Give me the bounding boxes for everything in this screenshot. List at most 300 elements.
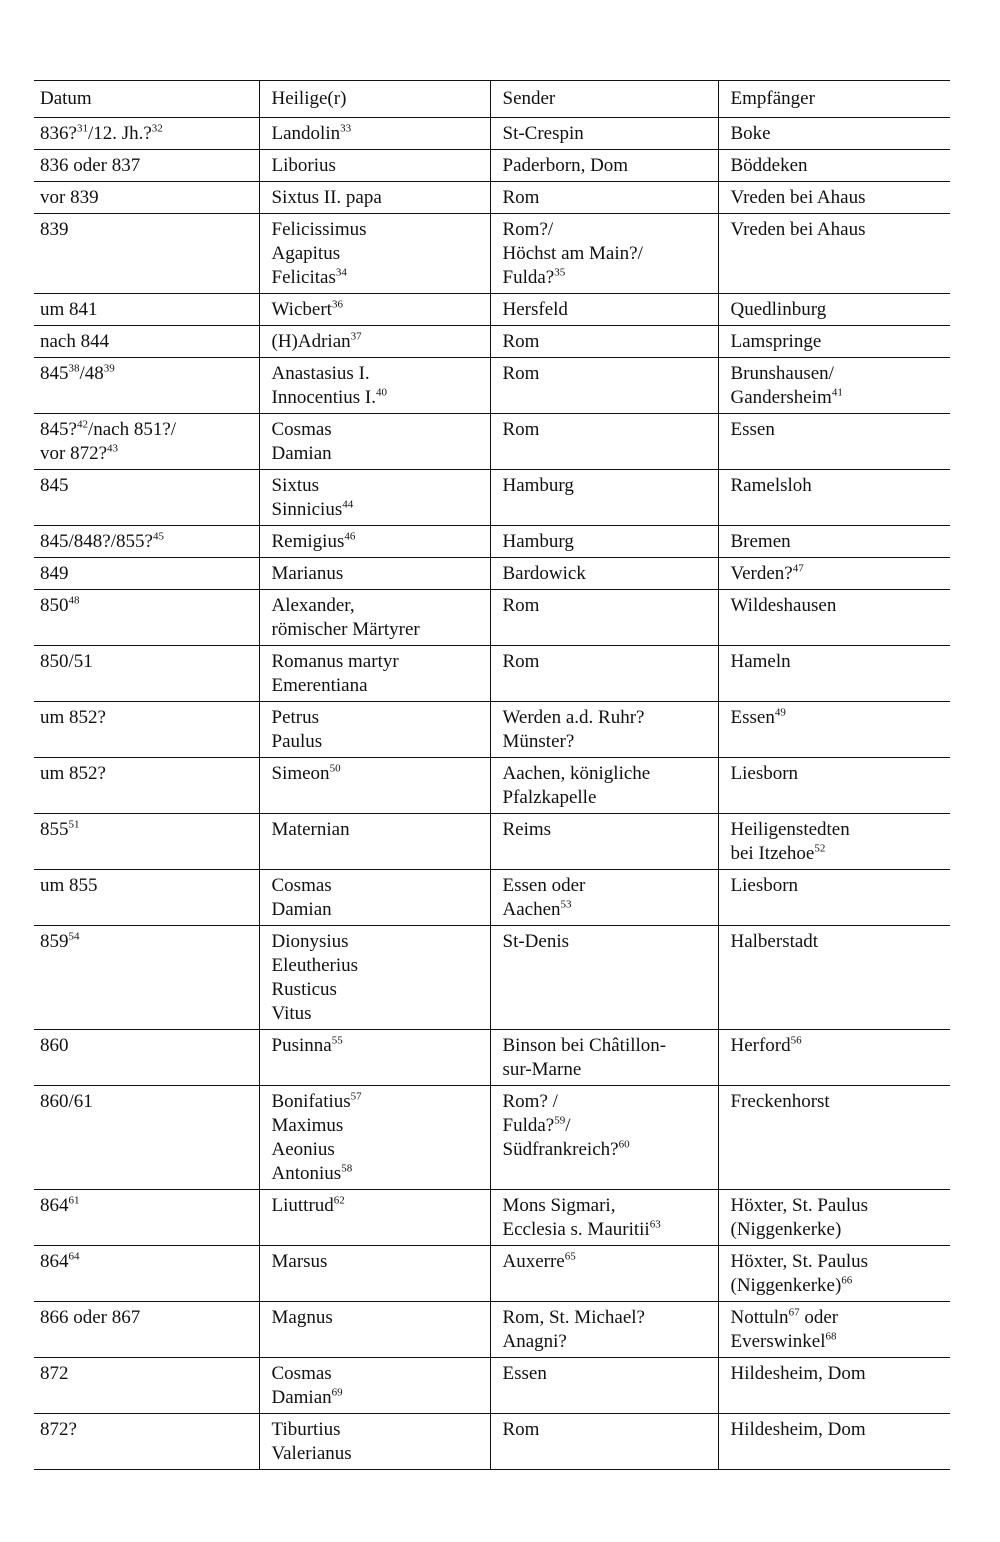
cell-datum bbox=[34, 1030, 259, 1086]
cell-line: Aachen, königliche bbox=[502, 763, 651, 784]
cell-line: Wildeshausen bbox=[730, 595, 837, 616]
cell-empfaenger bbox=[718, 702, 950, 758]
cell-heilige bbox=[259, 1414, 490, 1470]
cell-sender bbox=[490, 590, 718, 646]
cell-empfaenger bbox=[718, 1190, 950, 1246]
cell-heilige bbox=[259, 470, 490, 526]
cell-sender bbox=[490, 526, 718, 558]
table-row bbox=[34, 758, 950, 814]
header-heilige: Heilige(r) bbox=[259, 81, 490, 118]
cell-line: Vreden bei Ahaus bbox=[730, 219, 866, 240]
cell-line: Dionysius bbox=[271, 931, 349, 952]
cell-line: Remigius$^{46}$ bbox=[271, 530, 356, 552]
cell-line: Binson bei Châtillon- bbox=[502, 1035, 667, 1056]
cell-line: Rom bbox=[502, 1419, 540, 1440]
table-row bbox=[34, 646, 950, 702]
cell-heilige bbox=[259, 558, 490, 590]
cell-sender bbox=[490, 358, 718, 414]
cell-line: Gandersheim$^{41}$ bbox=[730, 386, 843, 408]
cell-line: Bremen bbox=[730, 531, 791, 552]
cell-line: um 852? bbox=[40, 763, 106, 784]
cell-line: Südfrankreich?$^{60}$ bbox=[502, 1138, 630, 1160]
cell-line: (H)Adrian$^{37}$ bbox=[271, 330, 362, 352]
cell-line: Bardowick bbox=[502, 563, 586, 584]
cell-line: Nottuln$^{67}$ oder bbox=[730, 1306, 839, 1328]
footnote-ref: 65 bbox=[564, 1250, 576, 1263]
cell-sender bbox=[490, 414, 718, 470]
cell-sender bbox=[490, 118, 718, 150]
cell-line: Essen oder bbox=[502, 875, 586, 896]
footnote-ref: 63 bbox=[649, 1218, 661, 1231]
cell-line: Rusticus bbox=[271, 979, 337, 1000]
cell-datum bbox=[34, 1086, 259, 1190]
cell-datum bbox=[34, 646, 259, 702]
cell-line: 866 oder 867 bbox=[40, 1307, 141, 1328]
cell-line: Pfalzkapelle bbox=[502, 787, 597, 808]
cell-line: Cosmas bbox=[271, 419, 332, 440]
table-row bbox=[34, 1358, 950, 1414]
footnote-ref: 38 bbox=[68, 362, 80, 375]
cell-line: Liesborn bbox=[730, 763, 799, 784]
cell-empfaenger bbox=[718, 358, 950, 414]
table-row bbox=[34, 294, 950, 326]
cell-line: $845^{38}/48^{39}$ bbox=[40, 362, 115, 384]
footnote-ref: 45 bbox=[152, 530, 164, 543]
cell-line: Heiligenstedten bbox=[730, 819, 850, 840]
cell-heilige bbox=[259, 358, 490, 414]
cell-datum bbox=[34, 758, 259, 814]
cell-line: Rom?/ bbox=[502, 219, 554, 240]
cell-empfaenger bbox=[718, 414, 950, 470]
cell-sender bbox=[490, 150, 718, 182]
cell-line: Petrus bbox=[271, 707, 319, 728]
cell-line: Tiburtius bbox=[271, 1419, 341, 1440]
table-row bbox=[34, 1302, 950, 1358]
footnote-ref: 53 bbox=[560, 898, 572, 911]
cell-empfaenger bbox=[718, 1414, 950, 1470]
cell-line: $864^{64}$ bbox=[40, 1250, 80, 1272]
cell-line: Liuttrud$^{62}$ bbox=[271, 1194, 345, 1216]
cell-line: Sinnicius$^{44}$ bbox=[271, 498, 354, 520]
cell-heilige bbox=[259, 870, 490, 926]
cell-line: um 855 bbox=[40, 875, 98, 896]
footnote-ref: 43 bbox=[107, 442, 119, 455]
cell-line: nach 844 bbox=[40, 331, 110, 352]
cell-empfaenger bbox=[718, 1246, 950, 1302]
header-empfaenger: Empfänger bbox=[718, 81, 950, 118]
cell-empfaenger bbox=[718, 526, 950, 558]
cell-line: Rom bbox=[502, 187, 540, 208]
table-row bbox=[34, 926, 950, 1030]
cell-line: Wicbert$^{36}$ bbox=[271, 298, 343, 320]
cell-empfaenger bbox=[718, 558, 950, 590]
cell-heilige bbox=[259, 926, 490, 1030]
cell-datum bbox=[34, 814, 259, 870]
cell-line: Hildesheim, Dom bbox=[730, 1363, 866, 1384]
cell-datum bbox=[34, 702, 259, 758]
cell-heilige bbox=[259, 758, 490, 814]
table-row bbox=[34, 150, 950, 182]
table-row bbox=[34, 470, 950, 526]
footnote-ref: 58 bbox=[341, 1162, 353, 1175]
cell-line: Fulda?$^{35}$ bbox=[502, 266, 566, 288]
cell-datum bbox=[34, 470, 259, 526]
table-row bbox=[34, 182, 950, 214]
cell-empfaenger bbox=[718, 1086, 950, 1190]
cell-sender bbox=[490, 1190, 718, 1246]
cell-datum bbox=[34, 558, 259, 590]
cell-sender bbox=[490, 870, 718, 926]
header-datum: Datum bbox=[34, 81, 259, 118]
cell-line: Innocentius I.$^{40}$ bbox=[271, 386, 387, 408]
cell-line: Maternian bbox=[271, 819, 350, 840]
cell-heilige bbox=[259, 702, 490, 758]
cell-line: Felicitas$^{34}$ bbox=[271, 266, 347, 288]
cell-sender bbox=[490, 1246, 718, 1302]
footnote-ref: 42 bbox=[76, 418, 88, 431]
cell-line: $859^{54}$ bbox=[40, 930, 80, 952]
cell-datum bbox=[34, 870, 259, 926]
cell-line: Marianus bbox=[271, 563, 344, 584]
cell-line: Verden?$^{47}$ bbox=[730, 562, 804, 584]
footnote-ref: 40 bbox=[375, 386, 387, 399]
cell-line: $855^{51}$ bbox=[40, 818, 80, 840]
footnote-ref: 60 bbox=[618, 1138, 630, 1151]
cell-sender bbox=[490, 470, 718, 526]
footnote-ref: 49 bbox=[774, 706, 786, 719]
cell-line: 836 oder 837 bbox=[40, 155, 141, 176]
cell-line: 872 bbox=[40, 1363, 69, 1384]
table-row bbox=[34, 590, 950, 646]
cell-line: Cosmas bbox=[271, 1363, 332, 1384]
relic-translation-table bbox=[34, 80, 950, 1470]
cell-empfaenger bbox=[718, 214, 950, 294]
cell-line: Freckenhorst bbox=[730, 1091, 830, 1112]
table-row bbox=[34, 1086, 950, 1190]
footnote-ref: 50 bbox=[329, 762, 341, 775]
page bbox=[34, 80, 950, 1470]
cell-line: Agapitus bbox=[271, 243, 341, 264]
cell-sender bbox=[490, 814, 718, 870]
cell-line: Damian bbox=[271, 443, 332, 464]
footnote-ref: 66 bbox=[841, 1274, 853, 1287]
cell-sender bbox=[490, 646, 718, 702]
cell-datum bbox=[34, 1190, 259, 1246]
cell-datum bbox=[34, 526, 259, 558]
cell-line: Everswinkel$^{68}$ bbox=[730, 1330, 837, 1352]
cell-line: Emerentiana bbox=[271, 675, 368, 696]
cell-line: 839 bbox=[40, 219, 69, 240]
cell-line: Hamburg bbox=[502, 531, 574, 552]
cell-line: Romanus martyr bbox=[271, 651, 399, 672]
table-row bbox=[34, 558, 950, 590]
footnote-ref: 34 bbox=[335, 266, 347, 279]
cell-datum bbox=[34, 326, 259, 358]
cell-heilige bbox=[259, 1030, 490, 1086]
cell-datum bbox=[34, 118, 259, 150]
cell-line: Essen$^{49}$ bbox=[730, 706, 786, 728]
cell-empfaenger bbox=[718, 590, 950, 646]
cell-datum bbox=[34, 1246, 259, 1302]
cell-datum bbox=[34, 294, 259, 326]
cell-line: Simeon$^{50}$ bbox=[271, 762, 341, 784]
cell-datum bbox=[34, 1302, 259, 1358]
footnote-ref: 69 bbox=[331, 1386, 343, 1399]
cell-datum bbox=[34, 358, 259, 414]
cell-sender bbox=[490, 214, 718, 294]
footnote-ref: 68 bbox=[825, 1330, 837, 1343]
cell-line: Brunshausen/ bbox=[730, 363, 834, 384]
cell-line: 845/848?/855?$^{45}$ bbox=[40, 530, 164, 552]
cell-line: vor 872?$^{43}$ bbox=[40, 442, 119, 464]
footnote-ref: 46 bbox=[344, 530, 356, 543]
footnote-ref: 55 bbox=[331, 1034, 343, 1047]
cell-line: Landolin$^{33}$ bbox=[271, 122, 352, 144]
cell-line: Quedlinburg bbox=[730, 299, 827, 320]
cell-line: Cosmas bbox=[271, 875, 332, 896]
table-row bbox=[34, 358, 950, 414]
cell-line: vor 839 bbox=[40, 187, 99, 208]
cell-line: um 852? bbox=[40, 707, 106, 728]
cell-line: $864^{61}$ bbox=[40, 1194, 80, 1216]
cell-datum bbox=[34, 1414, 259, 1470]
footnote-ref: 52 bbox=[814, 842, 826, 855]
cell-line: Münster? bbox=[502, 731, 575, 752]
cell-line: Antonius$^{58}$ bbox=[271, 1162, 353, 1184]
cell-line: römischer Märtyrer bbox=[271, 619, 420, 640]
cell-datum bbox=[34, 414, 259, 470]
cell-empfaenger bbox=[718, 294, 950, 326]
table-row bbox=[34, 326, 950, 358]
cell-empfaenger bbox=[718, 118, 950, 150]
cell-line: bei Itzehoe$^{52}$ bbox=[730, 842, 826, 864]
cell-empfaenger bbox=[718, 646, 950, 702]
footnote-ref: 57 bbox=[350, 1090, 362, 1103]
table-row bbox=[34, 1414, 950, 1470]
cell-empfaenger bbox=[718, 326, 950, 358]
footnote-ref: 51 bbox=[68, 818, 80, 831]
cell-line: Bonifatius$^{57}$ bbox=[271, 1090, 362, 1112]
footnote-ref: 41 bbox=[831, 386, 843, 399]
cell-line: St-Crespin bbox=[502, 123, 584, 144]
cell-heilige bbox=[259, 1086, 490, 1190]
table-row bbox=[34, 1190, 950, 1246]
cell-heilige bbox=[259, 326, 490, 358]
cell-line: Reims bbox=[502, 819, 552, 840]
cell-heilige bbox=[259, 1358, 490, 1414]
cell-line: Höchst am Main?/ bbox=[502, 243, 643, 264]
cell-line: Rom bbox=[502, 331, 540, 352]
cell-line: Vitus bbox=[271, 1003, 312, 1024]
cell-line: St-Denis bbox=[502, 931, 569, 952]
cell-line: Fulda?$^{59}$/ bbox=[502, 1114, 571, 1136]
cell-sender bbox=[490, 926, 718, 1030]
cell-line: Herford$^{56}$ bbox=[730, 1034, 802, 1056]
table-row bbox=[34, 118, 950, 150]
cell-line: Damian bbox=[271, 899, 332, 920]
cell-heilige bbox=[259, 294, 490, 326]
cell-heilige bbox=[259, 182, 490, 214]
footnote-ref: 61 bbox=[68, 1194, 80, 1207]
footnote-ref: 64 bbox=[68, 1250, 80, 1263]
cell-line: Felicissimus bbox=[271, 219, 367, 240]
header-sender: Sender bbox=[490, 81, 718, 118]
table-body bbox=[34, 118, 950, 1470]
cell-datum bbox=[34, 150, 259, 182]
cell-line: Aachen$^{53}$ bbox=[502, 898, 572, 920]
footnote-ref: 48 bbox=[68, 594, 80, 607]
footnote-ref: 59 bbox=[554, 1114, 566, 1127]
cell-line: Marsus bbox=[271, 1251, 328, 1272]
cell-sender bbox=[490, 294, 718, 326]
cell-line: Boke bbox=[730, 123, 771, 144]
cell-heilige bbox=[259, 1190, 490, 1246]
footnote-ref: 62 bbox=[333, 1194, 345, 1207]
footnote-ref: 54 bbox=[68, 930, 80, 943]
cell-sender bbox=[490, 702, 718, 758]
cell-line: 860/61 bbox=[40, 1091, 93, 1112]
footnote-ref: 37 bbox=[350, 330, 362, 343]
table-row bbox=[34, 414, 950, 470]
cell-line: Magnus bbox=[271, 1307, 333, 1328]
cell-line: Rom? / bbox=[502, 1091, 558, 1112]
cell-line: 836?$^{31}$/12. Jh.?$^{32}$ bbox=[40, 122, 163, 144]
footnote-ref: 32 bbox=[151, 122, 163, 135]
cell-line: Sixtus II. papa bbox=[271, 187, 382, 208]
cell-heilige bbox=[259, 1246, 490, 1302]
cell-line: 849 bbox=[40, 563, 69, 584]
cell-line: Rom bbox=[502, 651, 540, 672]
cell-line: Halberstadt bbox=[730, 931, 819, 952]
cell-line: Mons Sigmari, bbox=[502, 1195, 616, 1216]
footnote-ref: 67 bbox=[788, 1306, 800, 1319]
table-row bbox=[34, 214, 950, 294]
cell-line: sur-Marne bbox=[502, 1059, 582, 1080]
footnote-ref: 39 bbox=[103, 362, 115, 375]
cell-line: Pusinna$^{55}$ bbox=[271, 1034, 343, 1056]
cell-datum bbox=[34, 926, 259, 1030]
footnote-ref: 44 bbox=[342, 498, 354, 511]
cell-line: Hameln bbox=[730, 651, 791, 672]
cell-line: um 841 bbox=[40, 299, 98, 320]
table-header-row bbox=[34, 81, 950, 118]
table-row bbox=[34, 526, 950, 558]
cell-empfaenger bbox=[718, 150, 950, 182]
cell-empfaenger bbox=[718, 870, 950, 926]
table-row bbox=[34, 870, 950, 926]
cell-heilige bbox=[259, 414, 490, 470]
cell-heilige bbox=[259, 1302, 490, 1358]
cell-sender bbox=[490, 182, 718, 214]
cell-line: 850/51 bbox=[40, 651, 93, 672]
cell-line: Auxerre$^{65}$ bbox=[502, 1250, 576, 1272]
footnote-ref: 31 bbox=[76, 122, 88, 135]
cell-sender bbox=[490, 558, 718, 590]
cell-heilige bbox=[259, 814, 490, 870]
footnote-ref: 56 bbox=[790, 1034, 802, 1047]
cell-sender bbox=[490, 326, 718, 358]
cell-line: Ecclesia s. Mauritii$^{63}$ bbox=[502, 1218, 661, 1240]
cell-datum bbox=[34, 214, 259, 294]
cell-line: 872? bbox=[40, 1419, 77, 1440]
cell-heilige bbox=[259, 118, 490, 150]
cell-datum bbox=[34, 182, 259, 214]
cell-line: Hamburg bbox=[502, 475, 574, 496]
cell-line: 860 bbox=[40, 1035, 69, 1056]
cell-line: Maximus bbox=[271, 1115, 344, 1136]
cell-line: Aeonius bbox=[271, 1139, 335, 1160]
table-row bbox=[34, 814, 950, 870]
table-row bbox=[34, 702, 950, 758]
cell-line: Paulus bbox=[271, 731, 323, 752]
cell-line: Werden a.d. Ruhr? bbox=[502, 707, 645, 728]
cell-empfaenger bbox=[718, 182, 950, 214]
cell-heilige bbox=[259, 646, 490, 702]
cell-line: Damian$^{69}$ bbox=[271, 1386, 343, 1408]
cell-empfaenger bbox=[718, 1030, 950, 1086]
cell-line: Böddeken bbox=[730, 155, 808, 176]
cell-line: Paderborn, Dom bbox=[502, 155, 629, 176]
footnote-ref: 33 bbox=[340, 122, 352, 135]
cell-line: Valerianus bbox=[271, 1443, 352, 1464]
cell-datum bbox=[34, 590, 259, 646]
cell-heilige bbox=[259, 526, 490, 558]
cell-line: Essen bbox=[730, 419, 775, 440]
cell-empfaenger bbox=[718, 470, 950, 526]
table-row bbox=[34, 1030, 950, 1086]
cell-heilige bbox=[259, 150, 490, 182]
cell-line: Lamspringe bbox=[730, 331, 822, 352]
cell-line: Höxter, St. Paulus bbox=[730, 1195, 869, 1216]
cell-line: Anastasius I. bbox=[271, 363, 370, 384]
cell-line: Rom bbox=[502, 419, 540, 440]
footnote-ref: 47 bbox=[792, 562, 804, 575]
cell-line: Vreden bei Ahaus bbox=[730, 187, 866, 208]
cell-line: 845?$^{42}$/nach 851?/ bbox=[40, 418, 177, 440]
cell-sender bbox=[490, 758, 718, 814]
cell-line: Rom bbox=[502, 363, 540, 384]
cell-line: (Niggenkerke) bbox=[730, 1219, 842, 1240]
table-row bbox=[34, 1246, 950, 1302]
cell-empfaenger bbox=[718, 758, 950, 814]
cell-line: Rom, St. Michael? bbox=[502, 1307, 645, 1328]
cell-line: Anagni? bbox=[502, 1331, 567, 1352]
cell-datum bbox=[34, 1358, 259, 1414]
cell-line: Hildesheim, Dom bbox=[730, 1419, 866, 1440]
cell-empfaenger bbox=[718, 1302, 950, 1358]
cell-line: Sixtus bbox=[271, 475, 320, 496]
cell-line: $850^{48}$ bbox=[40, 594, 80, 616]
cell-sender bbox=[490, 1086, 718, 1190]
cell-empfaenger bbox=[718, 814, 950, 870]
cell-line: Ramelsloh bbox=[730, 475, 812, 496]
cell-sender bbox=[490, 1030, 718, 1086]
cell-line: Essen bbox=[502, 1363, 547, 1384]
cell-line: Eleutherius bbox=[271, 955, 359, 976]
cell-heilige bbox=[259, 214, 490, 294]
cell-sender bbox=[490, 1414, 718, 1470]
cell-line: 845 bbox=[40, 475, 69, 496]
cell-line: Liborius bbox=[271, 155, 336, 176]
cell-sender bbox=[490, 1302, 718, 1358]
footnote-ref: 36 bbox=[331, 298, 343, 311]
cell-line: Liesborn bbox=[730, 875, 799, 896]
cell-heilige bbox=[259, 590, 490, 646]
cell-line: Höxter, St. Paulus bbox=[730, 1251, 869, 1272]
cell-line: Rom bbox=[502, 595, 540, 616]
cell-line: Alexander, bbox=[271, 595, 355, 616]
cell-line: (Niggenkerke)$^{66}$ bbox=[730, 1274, 853, 1296]
